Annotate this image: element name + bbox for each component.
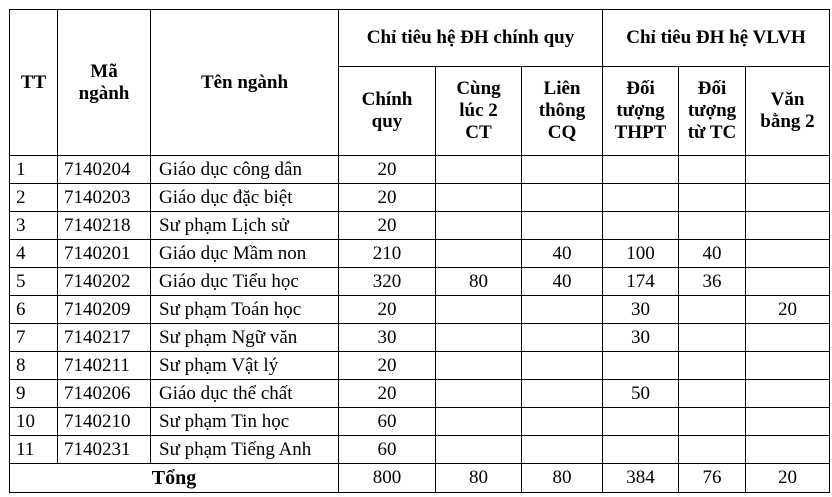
cell-cung-luc [436, 184, 522, 212]
header-chinh-quy: Chính quy [339, 67, 436, 156]
table-row [10, 184, 830, 212]
cell-lien-thong [522, 212, 603, 240]
table-row [10, 296, 830, 324]
cell-van-bang-2 [746, 240, 830, 268]
cell-ten-nganh: Giáo dục Mầm non [151, 240, 339, 268]
header-van-bang-2: Văn bằng 2 [746, 67, 830, 156]
header-lien-thong: Liên thông CQ [522, 67, 603, 156]
cell-thpt: 174 [603, 268, 679, 296]
cell-chinh-quy: 30 [339, 324, 436, 352]
cell-ma-nganh: 7140206 [58, 380, 151, 408]
table-row [10, 268, 830, 296]
cell-thpt: 50 [603, 380, 679, 408]
cell-thpt [603, 212, 679, 240]
cell-ma-nganh: 7140218 [58, 212, 151, 240]
cell-cung-luc [436, 296, 522, 324]
table-row [10, 380, 830, 408]
cell-tt: 4 [10, 240, 58, 268]
header-group-chinh-quy: Chỉ tiêu hệ ĐH chính quy [339, 10, 603, 67]
cell-tc: 40 [679, 240, 746, 268]
cell-ten-nganh: Sư phạm Vật lý [151, 352, 339, 380]
total-lien-thong: 80 [522, 464, 603, 493]
cell-thpt: 30 [603, 324, 679, 352]
cell-chinh-quy: 20 [339, 380, 436, 408]
table-row [10, 436, 830, 464]
cell-tt: 3 [10, 212, 58, 240]
cell-chinh-quy: 60 [339, 408, 436, 436]
cell-lien-thong: 40 [522, 268, 603, 296]
cell-van-bang-2 [746, 352, 830, 380]
table-row [10, 240, 830, 268]
total-chinh-quy: 800 [339, 464, 436, 493]
table-row [10, 212, 830, 240]
cell-cung-luc [436, 408, 522, 436]
cell-thpt [603, 156, 679, 184]
cell-tc [679, 436, 746, 464]
cell-ma-nganh: 7140201 [58, 240, 151, 268]
cell-lien-thong [522, 184, 603, 212]
cell-van-bang-2 [746, 380, 830, 408]
cell-tc [679, 296, 746, 324]
header-tc: Đối tượng từ TC [679, 67, 746, 156]
cell-thpt [603, 408, 679, 436]
cell-chinh-quy: 320 [339, 268, 436, 296]
cell-van-bang-2 [746, 408, 830, 436]
cell-lien-thong [522, 296, 603, 324]
cell-chinh-quy: 20 [339, 212, 436, 240]
cell-ma-nganh: 7140203 [58, 184, 151, 212]
cell-chinh-quy: 20 [339, 156, 436, 184]
cell-ten-nganh: Giáo dục thể chất [151, 380, 339, 408]
total-row [10, 464, 830, 493]
cell-chinh-quy: 20 [339, 296, 436, 324]
cell-cung-luc [436, 436, 522, 464]
header-group-vlvh: Chỉ tiêu ĐH hệ VLVH [603, 10, 830, 67]
cell-cung-luc [436, 352, 522, 380]
cell-van-bang-2 [746, 184, 830, 212]
cell-ma-nganh: 7140202 [58, 268, 151, 296]
cell-cung-luc [436, 380, 522, 408]
cell-van-bang-2 [746, 324, 830, 352]
cell-ten-nganh: Giáo dục công dân [151, 156, 339, 184]
cell-tc [679, 184, 746, 212]
cell-tc [679, 324, 746, 352]
cell-ma-nganh: 7140231 [58, 436, 151, 464]
cell-van-bang-2 [746, 156, 830, 184]
table-row [10, 408, 830, 436]
cell-van-bang-2 [746, 436, 830, 464]
header-tt: TT [10, 10, 58, 156]
cell-tc: 36 [679, 268, 746, 296]
admission-quota-table [9, 9, 830, 493]
header-thpt: Đối tượng THPT [603, 67, 679, 156]
cell-ten-nganh: Sư phạm Tin học [151, 408, 339, 436]
cell-ma-nganh: 7140204 [58, 156, 151, 184]
header-ma-nganh: Mã ngành [58, 10, 151, 156]
cell-ten-nganh: Giáo dục đặc biệt [151, 184, 339, 212]
cell-thpt [603, 436, 679, 464]
cell-tc [679, 408, 746, 436]
cell-chinh-quy: 20 [339, 184, 436, 212]
cell-thpt [603, 184, 679, 212]
total-cung-luc: 80 [436, 464, 522, 493]
cell-tc [679, 212, 746, 240]
cell-chinh-quy: 60 [339, 436, 436, 464]
total-van-bang-2: 20 [746, 464, 830, 493]
cell-ten-nganh: Giáo dục Tiểu học [151, 268, 339, 296]
cell-tc [679, 380, 746, 408]
cell-ten-nganh: Sư phạm Lịch sử [151, 212, 339, 240]
cell-ma-nganh: 7140217 [58, 324, 151, 352]
cell-van-bang-2: 20 [746, 296, 830, 324]
cell-cung-luc [436, 212, 522, 240]
cell-lien-thong [522, 352, 603, 380]
cell-van-bang-2 [746, 268, 830, 296]
total-tc: 76 [679, 464, 746, 493]
cell-tt: 7 [10, 324, 58, 352]
cell-ten-nganh: Sư phạm Tiếng Anh [151, 436, 339, 464]
table-row [10, 324, 830, 352]
cell-tt: 10 [10, 408, 58, 436]
cell-chinh-quy: 210 [339, 240, 436, 268]
cell-ten-nganh: Sư phạm Ngữ văn [151, 324, 339, 352]
cell-chinh-quy: 20 [339, 352, 436, 380]
header-ten-nganh: Tên ngành [151, 10, 339, 156]
cell-tt: 5 [10, 268, 58, 296]
cell-cung-luc [436, 240, 522, 268]
cell-thpt [603, 352, 679, 380]
cell-tc [679, 156, 746, 184]
cell-tt: 8 [10, 352, 58, 380]
cell-lien-thong [522, 436, 603, 464]
cell-tt: 6 [10, 296, 58, 324]
table-row [10, 156, 830, 184]
table-row [10, 352, 830, 380]
cell-lien-thong: 40 [522, 240, 603, 268]
cell-ma-nganh: 7140210 [58, 408, 151, 436]
cell-tt: 11 [10, 436, 58, 464]
cell-van-bang-2 [746, 212, 830, 240]
cell-thpt: 100 [603, 240, 679, 268]
cell-thpt: 30 [603, 296, 679, 324]
cell-lien-thong [522, 380, 603, 408]
cell-lien-thong [522, 408, 603, 436]
header-cung-luc: Cùng lúc 2 CT [436, 67, 522, 156]
cell-cung-luc: 80 [436, 268, 522, 296]
cell-ma-nganh: 7140211 [58, 352, 151, 380]
total-label: Tổng [10, 464, 339, 493]
cell-tt: 2 [10, 184, 58, 212]
cell-lien-thong [522, 156, 603, 184]
cell-ma-nganh: 7140209 [58, 296, 151, 324]
cell-tc [679, 352, 746, 380]
cell-tt: 9 [10, 380, 58, 408]
cell-lien-thong [522, 324, 603, 352]
total-thpt: 384 [603, 464, 679, 493]
cell-cung-luc [436, 156, 522, 184]
cell-tt: 1 [10, 156, 58, 184]
cell-ten-nganh: Sư phạm Toán học [151, 296, 339, 324]
cell-cung-luc [436, 324, 522, 352]
